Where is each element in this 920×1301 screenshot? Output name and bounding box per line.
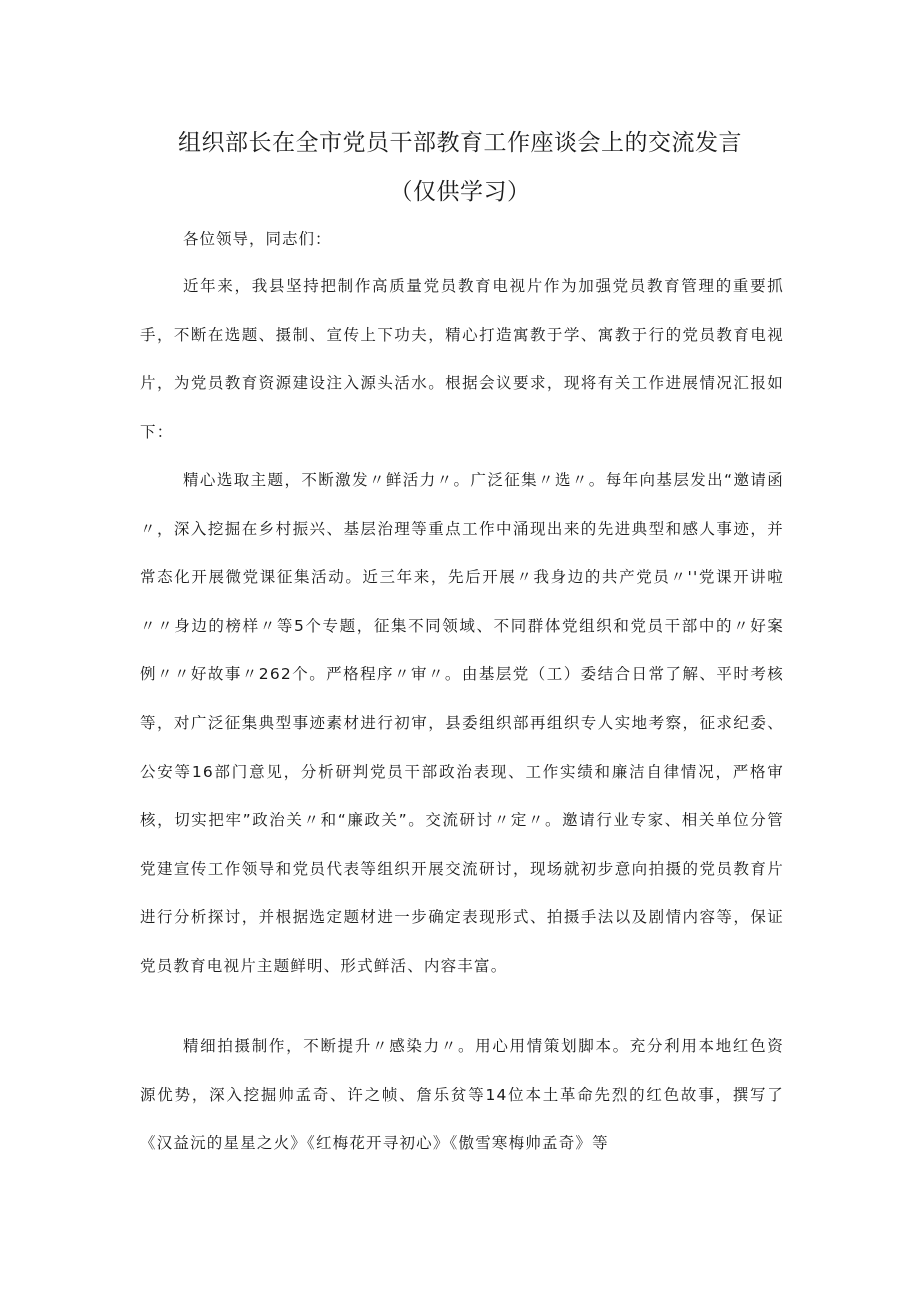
paragraph-topic-selection: 精心选取主题，不断激发〃鲜活力〃。广泛征集〃选〃。每年向基层发出“邀请函〃，深入挖掘在乡村振兴、基层治理等重点工作中涌现出来的先进典型和感人事迹，并常态化开展微党课征集活动。近三年来，先后开展〃我身边的共产党员〃''党课开讲啦〃〃身边的榜样〃等5个专题，征集不同领域、不同群体党组织和党员干部中的〃好案例〃〃好故事〃262个。严格程序〃审〃。由基层党（工）委结合日常了解、平时考核等，对广泛征集典型事迹素材进行初审，县委组织部再组织专人实地考察，征求纪委、公安等16部门意见，分析研判党员干部政治表现、工作实绩和廉洁自律情况，严格审核，切实把牢”政治关〃和“廉政关”。交流研讨〃定〃。邀请行业专家、相关单位分管党建宣传工作领导和党员代表等组织开展交流研讨，现场就初步意向拍摄的党员教育片进行分析探讨，并根据选定题材进一步确定表现形式、拍摄手法以及剧情内容等，保证党员教育电视片主题鲜明、形式鲜活、内容丰富。 <box>140 471 784 975</box>
document-subtitle: （仅供学习） <box>389 179 531 205</box>
paragraph-production: 精细拍摄制作，不断提升〃感染力〃。用心用情策划脚本。充分利用本地红色资源优势，深入挖掘帅孟奇、许之帧、詹乐贫等14位本土革命先烈的红色故事，撰写了《汉益沅的星星之火》《红梅花开寻初心》《傲雪寒梅帅孟奇》等 <box>140 1037 784 1153</box>
paragraph-intro: 近年来，我县坚持把制作高质量党员教育电视片作为加强党员教育管理的重要抓手，不断在选题、摄制、宣传上下功夫，精心打造寓教于学、寓教于行的党员教育电视片，为党员教育资源建设注入源头活水。根据会议要求，现将有关工作进展情况汇报如下： <box>140 277 784 441</box>
document-title: 组织部长在全市党员干部教育工作座谈会上的交流发言 <box>178 130 742 156</box>
greeting: 各位领导，同志们： <box>183 230 332 248</box>
